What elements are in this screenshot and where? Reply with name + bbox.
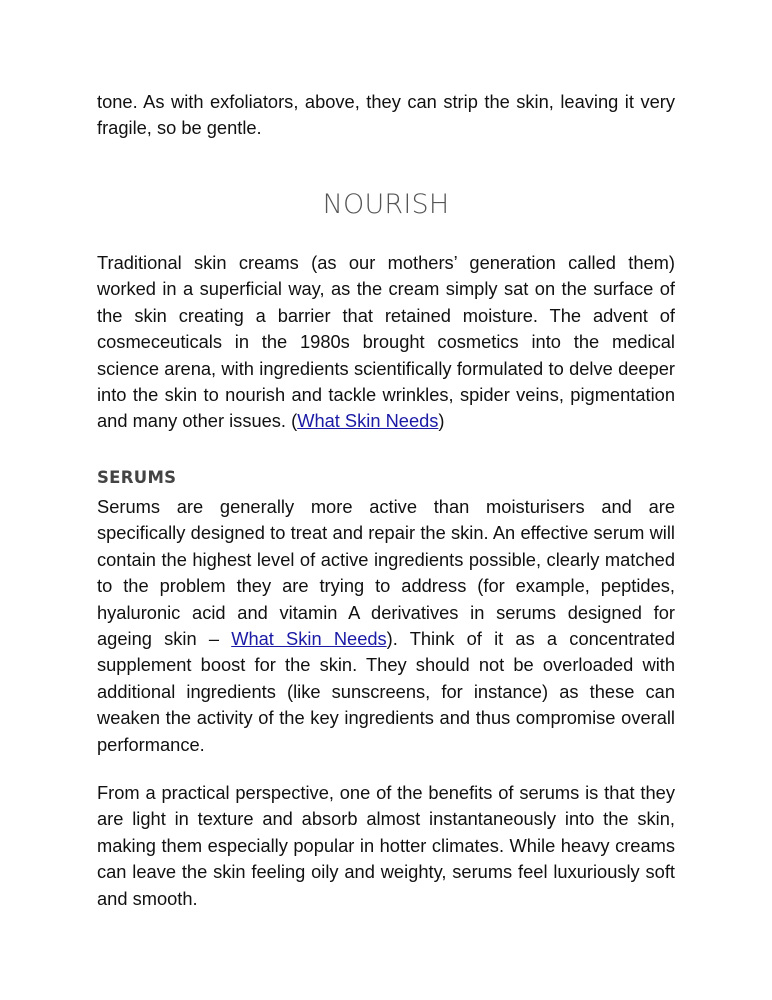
serums-paragraph — [97, 494, 675, 758]
what-skin-needs-link[interactable]: What Skin Needs — [297, 410, 439, 432]
serums-paragraph-tail: ). Think of it as a concentrated supplement boost for the skin. They should not be overloaded with additional ingredients (like sunscreens, for instance) as these can weaken the activity of the key ingredients and thus compromise overall performance. — [97, 628, 675, 755]
serums-paragraph-text: Serums are generally more active than moisturisers and are specifically designed to treat and repair the skin. An effective serum will contain the highest level of active ingredients possible, clearly matched to the problem they are trying to address (for example, peptides, hyaluronic acid and vitamin A derivatives in serums designed for ageing skin – — [97, 496, 675, 650]
intro-paragraph: tone. As with exfoliators, above, they can strip the skin, leaving it very fragile, so be gentle. — [97, 91, 675, 139]
nourish-paragraph-text: Traditional skin creams (as our mothers’ generation called them) worked in a superficial way, as the cream simply sat on the surface of the skin creating a barrier that retained moisture. The advent of cosmeceuticals in the 1980s brought cosmetics into the medical science arena, with ingredients scientifically formulated to delve deeper into the skin to nourish and tackle wrinkles, spider veins, pigmentation and many other issues. ( — [97, 252, 675, 432]
what-skin-needs-link-serums[interactable]: What Skin Needs — [231, 628, 387, 650]
section-heading-nourish: NOURISH — [322, 189, 450, 220]
nourish-paragraph — [97, 250, 675, 435]
document-page — [97, 89, 675, 909]
practical-paragraph: From a practical perspective, one of the benefits of serums is that they are light in texture and absorb almost instantaneously into the skin, making them especially popular in hotter climates. While heavy creams can leave the skin feeling oily and weighty, serums feel luxuriously soft and smooth. — [97, 782, 675, 909]
nourish-paragraph-tail: ) — [438, 410, 445, 432]
sub-heading-serums: SERUMS — [97, 468, 177, 487]
